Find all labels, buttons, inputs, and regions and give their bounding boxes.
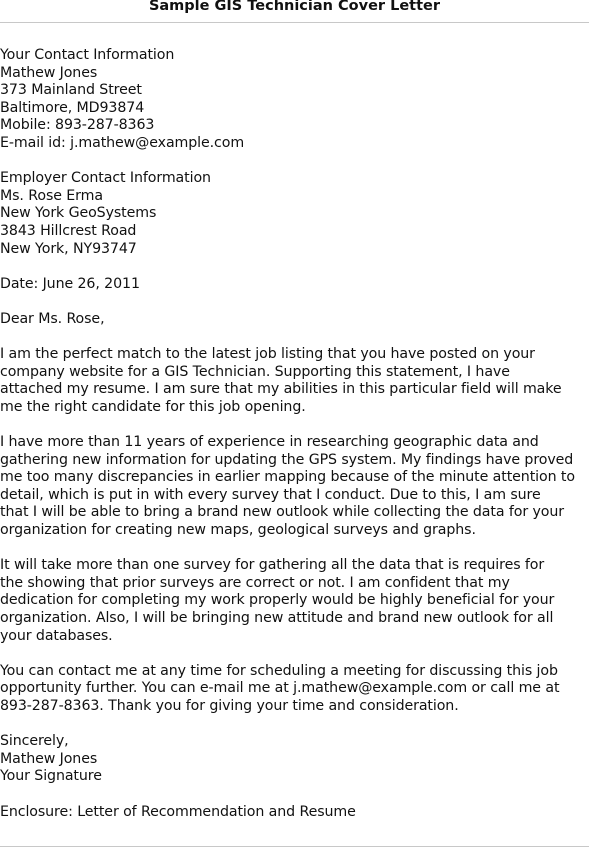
paragraph-line: 893-287-8363. Thank you for giving your time and consideration.: [0, 697, 459, 714]
top-divider: [0, 22, 589, 23]
page-title: Sample GIS Technician Cover Letter: [148, 0, 441, 14]
employer-line: 3843 Hillcrest Road: [0, 222, 137, 239]
paragraph-line: me the right candidate for this job opening.: [0, 398, 306, 415]
bottom-divider: [0, 846, 589, 847]
paragraph-line: attached my resume. I am sure that my abilities in this particular field will make: [0, 381, 562, 398]
paragraph-line: me too many discrepancies in earlier mapping because of the minute attention to: [0, 469, 575, 486]
salutation: Dear Ms. Rose,: [0, 310, 105, 327]
letter-date: Date: June 26, 2011: [0, 275, 140, 292]
paragraph-line: company website for a GIS Technician. Supporting this statement, I have: [0, 363, 510, 380]
employer-line: New York, NY93747: [0, 240, 137, 257]
paragraph-2: [0, 434, 589, 540]
paragraph-line: It will take more than one survey for gathering all the data that is requires for: [0, 557, 545, 574]
paragraph-line: organization for creating new maps, geological surveys and graphs.: [0, 522, 476, 539]
closing-block: [0, 733, 589, 786]
paragraph-line: opportunity further. You can e-mail me at j.mathew@example.com or call me at: [0, 680, 560, 697]
sender-line: Your Contact Information: [0, 47, 175, 63]
enclosure-block: [0, 804, 589, 822]
date-block: [0, 276, 589, 294]
sender-line: 373 Mainland Street: [0, 82, 142, 99]
paragraph-line: your databases.: [0, 627, 113, 644]
paragraph-line: You can contact me at any time for scheduling a meeting for discussing this job: [0, 662, 558, 679]
employer-line: Employer Contact Information: [0, 170, 211, 187]
sender-contact-block: [0, 47, 589, 153]
paragraph-line: dedication for completing my work properly would be highly beneficial for your: [0, 592, 555, 609]
sender-line: Mobile: 893-287-8363: [0, 117, 155, 134]
enclosure-note: Enclosure: Letter of Recommendation and Resume: [0, 803, 356, 820]
paragraph-line: I have more than 11 years of experience in researching geographic data and: [0, 434, 539, 451]
sender-line: Mathew Jones: [0, 64, 98, 81]
closing-line: Your Signature: [0, 768, 102, 785]
letter-body: [0, 47, 589, 839]
employer-contact-block: [0, 170, 589, 258]
paragraph-4: [0, 663, 589, 716]
closing-line: Sincerely,: [0, 733, 69, 750]
closing-line: Mathew Jones: [0, 750, 98, 767]
sender-line: E-mail id: j.mathew@example.com: [0, 134, 245, 151]
paragraph-line: organization. Also, I will be bringing new attitude and brand new outlook for all: [0, 610, 554, 626]
paragraph-line: detail, which is put in with every survey that I conduct. Due to this, I am sure: [0, 486, 541, 503]
employer-line: Ms. Rose Erma: [0, 187, 103, 204]
paragraph-line: I am the perfect match to the latest job listing that you have posted on your: [0, 346, 535, 363]
paragraph-line: that I will be able to bring a brand new outlook while collecting the data for your: [0, 504, 564, 521]
paragraph-line: gathering new information for updating the GPS system. My findings have proved: [0, 451, 574, 468]
sender-line: Baltimore, MD93874: [0, 99, 145, 116]
paragraph-1: [0, 346, 589, 416]
paragraph-line: the showing that prior surveys are correct or not. I am confident that my: [0, 574, 510, 591]
paragraph-3: [0, 557, 589, 645]
salutation-block: [0, 311, 589, 329]
employer-line: New York GeoSystems: [0, 205, 157, 222]
